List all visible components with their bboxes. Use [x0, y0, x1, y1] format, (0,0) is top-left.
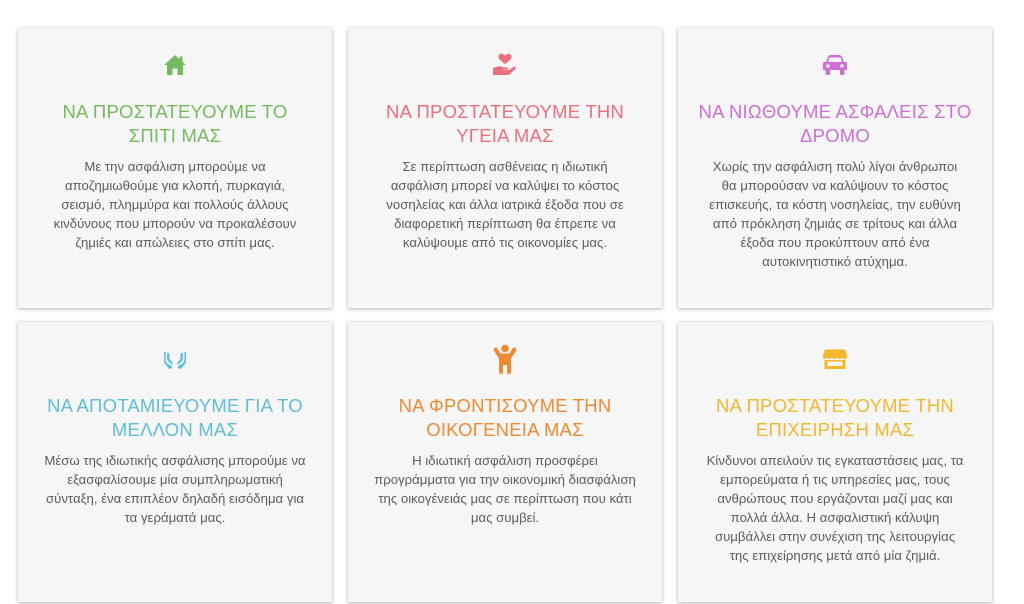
card-text: Μέσω της ιδιωτικής ασφάλισης μπορούμε να εξασφαλίσουμε μία συμπληρωματική σύνταξη, ένα επιπλέον δηλαδή εισόδημα για τα γεράματά μας.: [44, 453, 306, 525]
card-business-protection: [678, 322, 992, 602]
card-family-care: [348, 322, 662, 602]
card-title: ΝΑ ΑΠΟΤΑΜΙΕΥΟΥΜΕ ΓΙΑ ΤΟ ΜΕΛΛΟΝ ΜΑΣ: [47, 395, 303, 440]
card-future-savings: [18, 322, 332, 602]
card-text: Σε περίπτωση ασθένειας η ιδιωτική ασφάλιση μπορεί να καλύψει το κόστος νοσηλείας και άλλα ιατρικά έξοδα που σε διαφορετική περίπτωση θα έπρεπε να καλύψουμε από τις οικονομίες μας.: [386, 159, 624, 250]
card-health-protection: [348, 28, 662, 308]
home-icon: [163, 54, 187, 76]
card-text: Κίνδυνοι απειλούν τις εγκαταστάσεις μας, τα εμπορεύματα ή τις υπηρεσίες μας, τους ανθρώπους που εργάζονται μαζί μας και πολλά άλλα. Η ασφαλιστική κάλυψη συμβάλλει στην συνέχιση της λειτουργίας της επιχείρησης μετά από μία ζημιά.: [706, 453, 964, 563]
card-text: Με την ασφάλιση μπορούμε να αποζημιωθούμε για κλοπή, πυρκαγιά, σεισμό, πλημμύρα και πολλούς άλλους κινδύνους που μπορούν να προκαλέσουν ζημιές και απώλειες στο σπίτι μας.: [53, 159, 297, 250]
card-title: ΝΑ ΠΡΟΣΤΑΤΕΥΟΥΜΕ ΤΟ ΣΠΙΤΙ ΜΑΣ: [62, 101, 288, 146]
card-text: Η ιδιωτική ασφάλιση προσφέρει προγράμματα για την οικονομική διασφάλιση της οικογένειάς μας σε περίπτωση που κάτι μας συμβεί.: [374, 453, 636, 525]
card-title: ΝΑ ΠΡΟΣΤΑΤΕΥΟΥΜΕ ΤΗΝ ΥΓΕΙΑ ΜΑΣ: [386, 101, 624, 146]
card-road-safety: [678, 28, 992, 308]
car-icon: [822, 54, 848, 76]
card-title: ΝΑ ΝΙΩΘΟΥΜΕ ΑΣΦΑΛΕΙΣ ΣΤΟ ΔΡΟΜΟ: [698, 101, 972, 146]
card-title: ΝΑ ΠΡΟΣΤΑΤΕΥΟΥΜΕ ΤΗΝ ΕΠΙΧΕΙΡΗΣΗ ΜΑΣ: [716, 395, 954, 440]
store-icon: [822, 348, 848, 370]
child-icon: [492, 344, 518, 374]
card-text: Χωρίς την ασφάλιση πολύ λίγοι άνθρωποι θα μπορούσαν να καλύψουν το κόστος επισκευής, τα κόστη νοσηλείας, την ευθύνη από πρόκληση ζημιάς σε τρίτους και άλλα έξοδα που προκύπτουν από ένα αυτοκινητιστικό ατύχημα.: [709, 159, 961, 269]
hands-icon: [162, 349, 188, 369]
card-home-protection: [18, 28, 332, 308]
hand-heart-icon: [492, 53, 518, 77]
card-title: ΝΑ ΦΡΟΝΤΙΣΟΥΜΕ ΤΗΝ ΟΙΚΟΓΕΝΕΙΑ ΜΑΣ: [398, 395, 612, 440]
